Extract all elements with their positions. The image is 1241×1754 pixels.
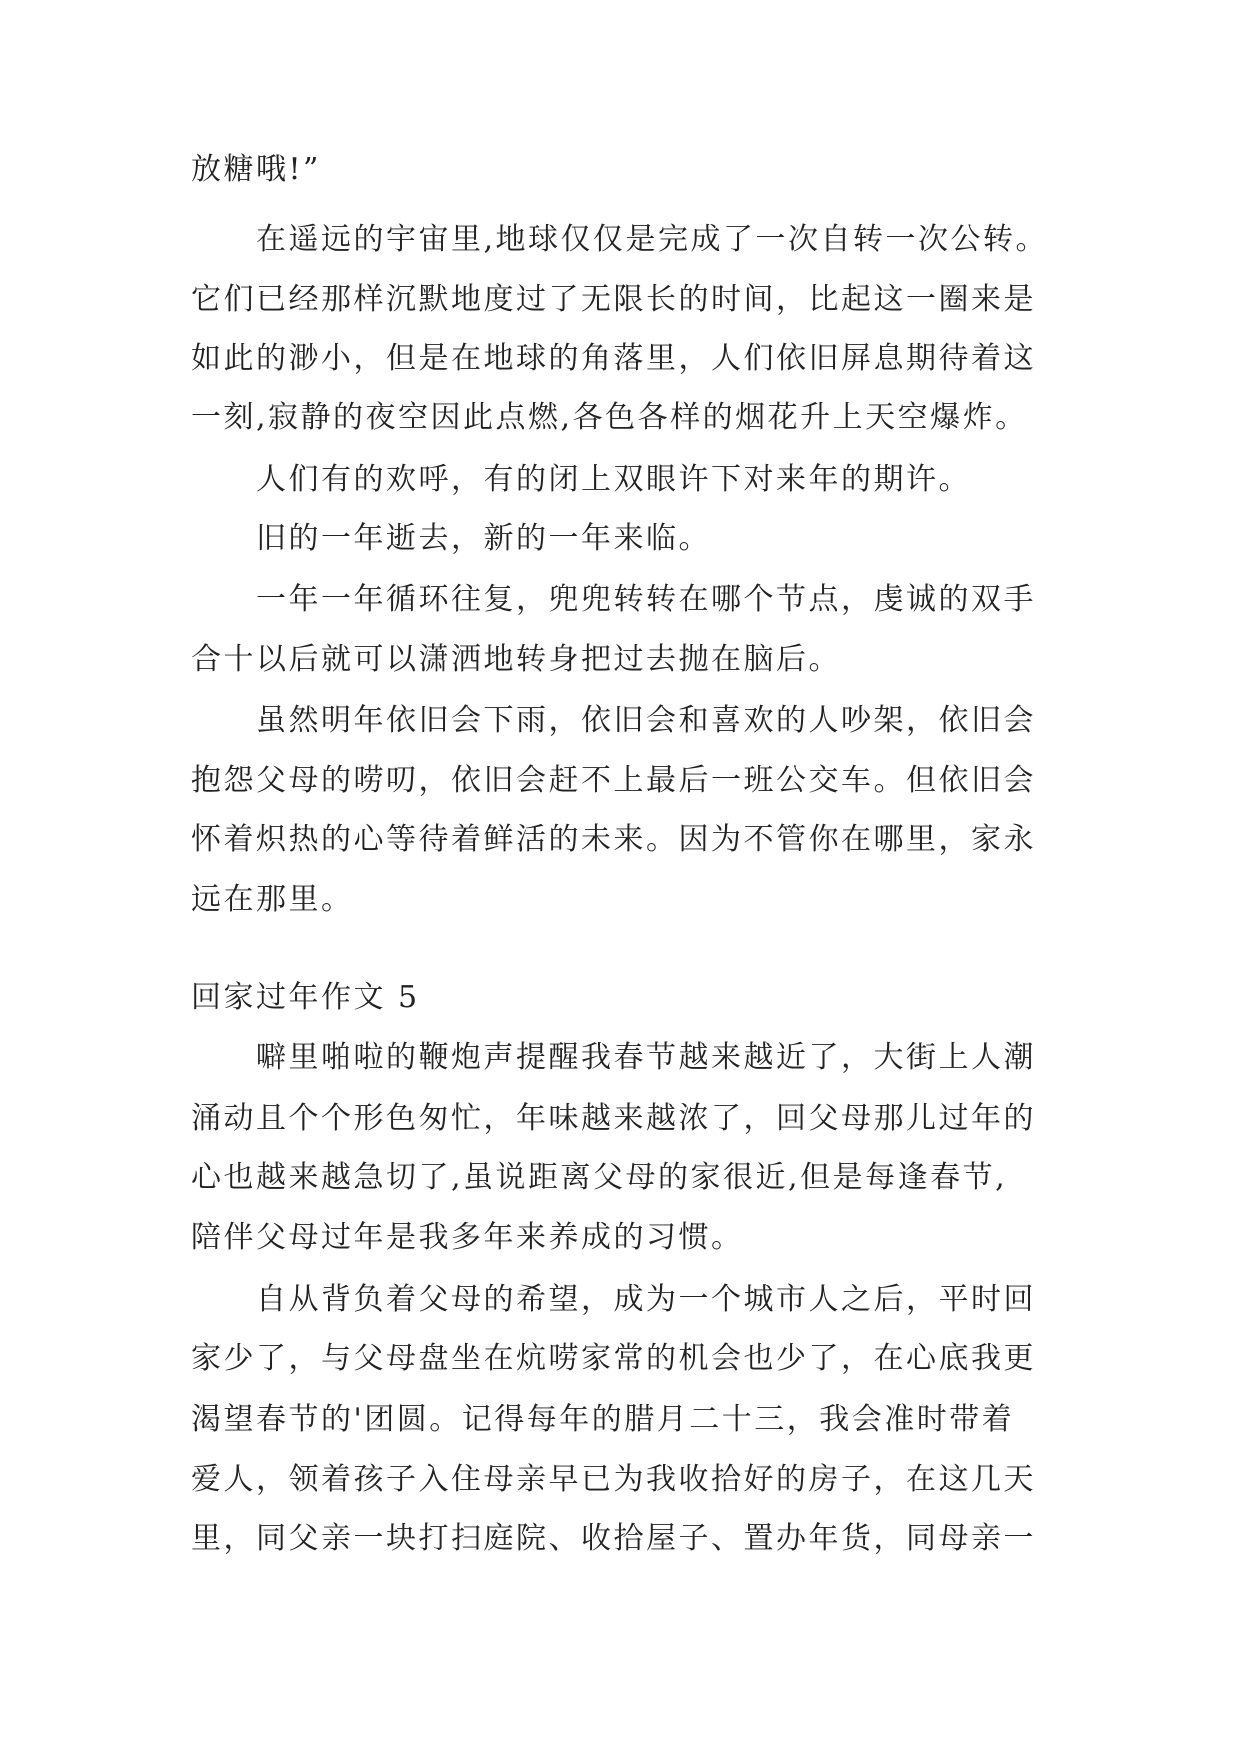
text-line: 一刻,寂静的夜空因此点燃,各色各样的烟花升上天空爆炸。 — [191, 400, 1028, 435]
text-line: 怀着炽热的心等待着鲜活的未来。因为不管你在哪里，家永 — [191, 822, 1036, 857]
text-line: 旧的一年逝去，新的一年来临。 — [256, 521, 711, 556]
text-line: 里，同父亲一块打扫庭院、收拾屋子、置办年货，同母亲一 — [191, 1521, 1036, 1556]
text-line: 自从背负着父母的希望，成为一个城市人之后，平时回 — [256, 1282, 1036, 1317]
text-line: 如此的渺小，但是在地球的角落里，人们依旧屏息期待着这 — [191, 341, 1036, 376]
text-line: 人们有的欢呼，有的闭上双眼许下对来年的期许。 — [256, 462, 971, 497]
text-line: 在遥远的宇宙里,地球仅仅是完成了一次自转一次公转。 — [256, 222, 1049, 257]
text-line: 虽然明年依旧会下雨，依旧会和喜欢的人吵架，依旧会 — [256, 703, 1036, 738]
section-heading: 回家过年作文 5 — [191, 980, 420, 1015]
text-line: 合十以后就可以潇洒地转身把过去抛在脑后。 — [191, 642, 841, 677]
text-line: 心也越来越急切了,虽说距离父母的家很近,但是每逢春节, — [191, 1160, 1008, 1195]
text-line: 家少了，与父母盘坐在炕唠家常的机会也少了，在心底我更 — [191, 1341, 1036, 1376]
text-line: 远在那里。 — [191, 882, 354, 917]
text-line: 放糖哦!” — [191, 152, 321, 187]
text-line: 涌动且个个形色匆忙，年味越来越浓了，回父母那儿过年的 — [191, 1101, 1036, 1136]
text-line: 它们已经那样沉默地度过了无限长的时间，比起这一圈来是 — [191, 282, 1036, 317]
text-line: 爱人，领着孩子入住母亲早已为我收拾好的房子，在这几天 — [191, 1462, 1036, 1497]
text-line: 一年一年循环往复，兜兜转转在哪个节点，虔诚的双手 — [256, 582, 1036, 617]
text-line: 陪伴父母过年是我多年来养成的习惯。 — [191, 1220, 744, 1255]
text-line: 抱怨父母的唠叨，依旧会赶不上最后一班公交车。但依旧会 — [191, 763, 1036, 798]
text-line: 噼里啪啦的鞭炮声提醒我春节越来越近了，大街上人潮 — [256, 1040, 1036, 1075]
text-line: 渴望春节的'团圆。记得每年的腊月二十三，我会准时带着 — [191, 1402, 1015, 1437]
